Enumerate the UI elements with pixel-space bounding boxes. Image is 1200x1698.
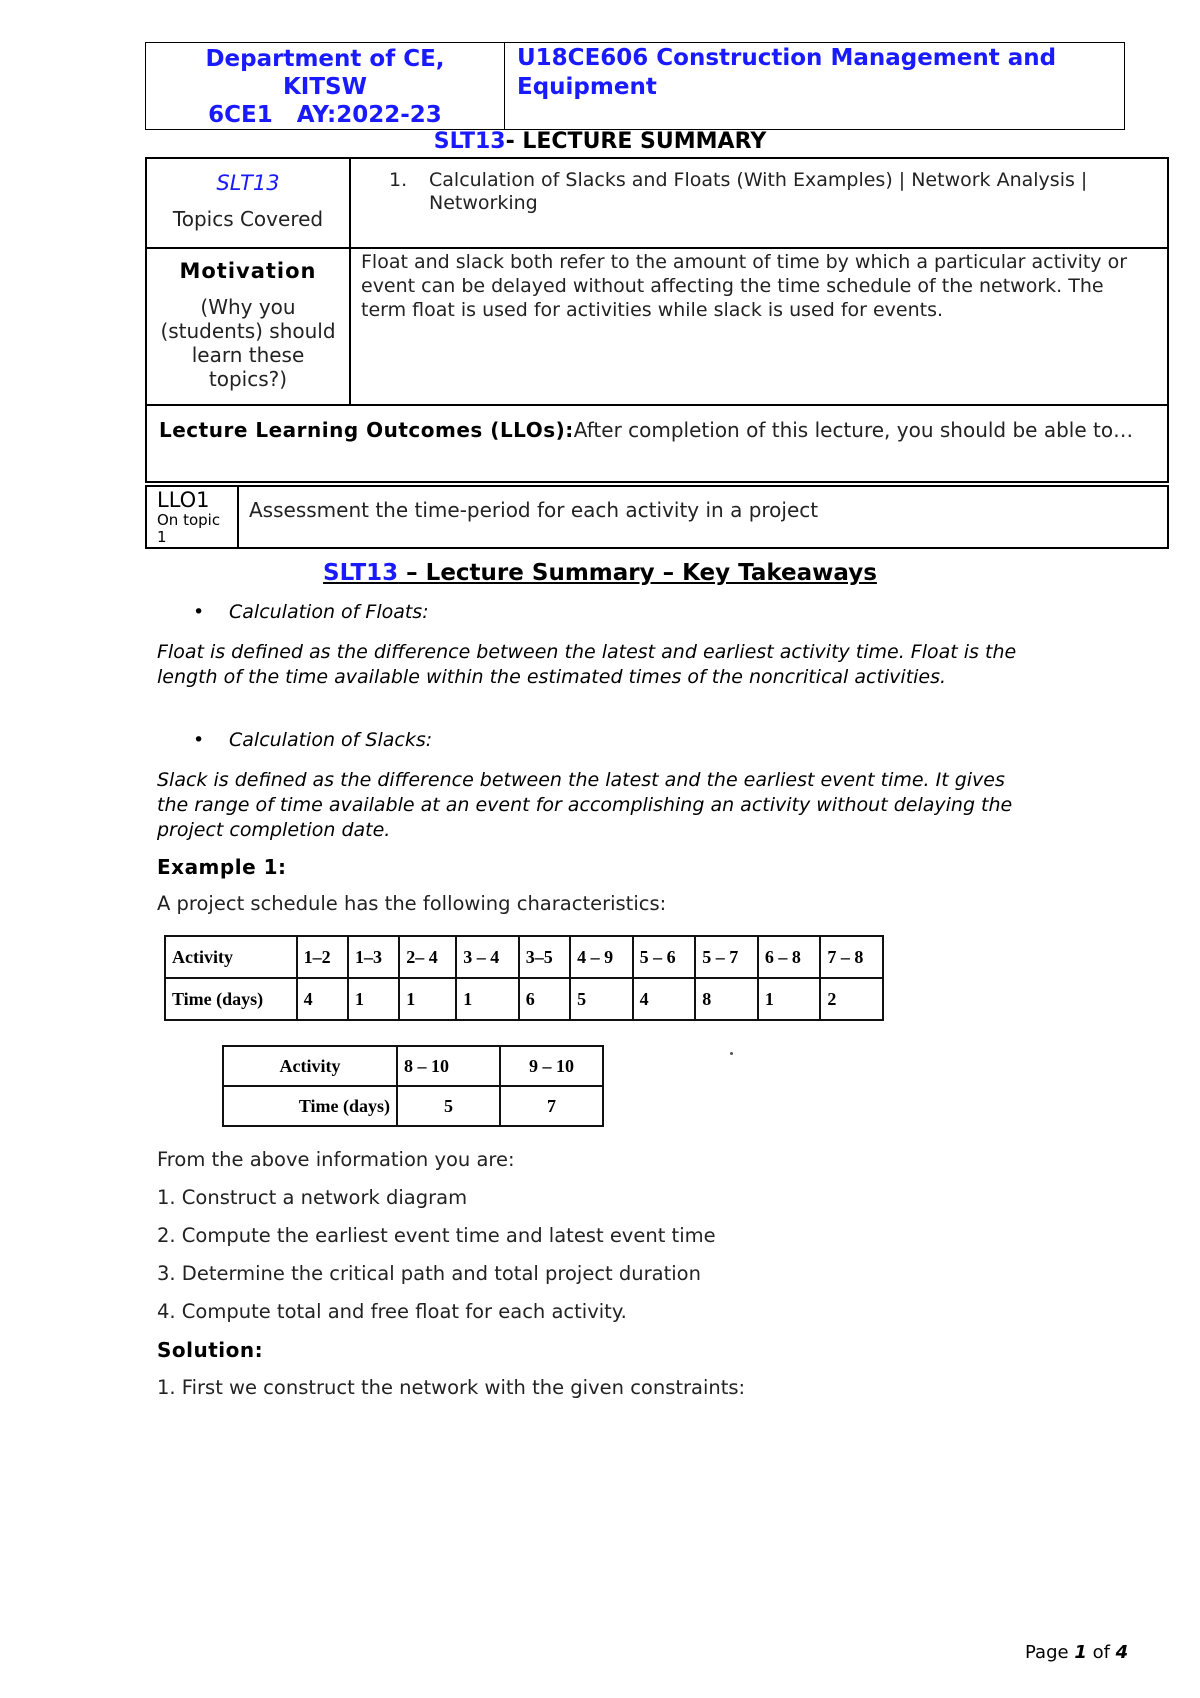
- summary-table: [145, 157, 1169, 483]
- table2-header-activity: Activity: [223, 1046, 397, 1086]
- table1-activity-cell: 3–5: [519, 936, 570, 978]
- table2-time-cell: 7: [500, 1086, 603, 1126]
- stray-dot: [730, 1052, 733, 1055]
- table1-activity-cell: 7 – 8: [820, 936, 883, 978]
- table1-activity-cell: 6 – 8: [758, 936, 821, 978]
- page-current: 1: [1074, 1642, 1087, 1663]
- bullet-floats: [193, 601, 429, 623]
- table1-time-cell: 2: [820, 978, 883, 1020]
- summary-code: SLT13: [433, 129, 506, 154]
- activity-table-1: [164, 935, 884, 1021]
- llo-text: Assessment the time-period for each activity in a project: [238, 486, 1168, 548]
- topic-item-number: 1.: [389, 169, 408, 191]
- table1-activity-cell: 2– 4: [399, 936, 456, 978]
- from-text: From the above information you are:: [157, 1148, 515, 1171]
- floats-definition: Float is defined as the difference between the latest and earliest activity time. Float is the length of the time available within the estimated times of the noncritical activities.: [157, 641, 1017, 688]
- slacks-definition: Slack is defined as the difference between the latest and the earliest event time. It gives the range of time available at an event for accomplishing an activity without delaying the project completion date.: [157, 769, 1013, 841]
- bullet-dot: •: [193, 601, 205, 623]
- table1-activity-cell: 4 – 9: [570, 936, 633, 978]
- llo-on-topic: On topic 1: [157, 511, 221, 546]
- table1-activity-cell: 1–2: [297, 936, 348, 978]
- example-intro: A project schedule has the following characteristics:: [157, 892, 667, 915]
- bullet-dot: •: [193, 729, 205, 751]
- table1-time-cell: 6: [519, 978, 570, 1020]
- summary-title-rest: - LECTURE SUMMARY: [505, 129, 767, 154]
- table1-time-cell: 4: [297, 978, 348, 1020]
- topic-item-text: Calculation of Slacks and Floats (With Examples) | Network Analysis | Networking: [429, 169, 1088, 214]
- header-table: [145, 42, 1125, 130]
- activity-table-2: [222, 1045, 604, 1127]
- solution-step-1: 1. First we construct the network with the given constraints:: [157, 1376, 746, 1399]
- course-title: U18CE606 Construction Management and Equipment: [517, 45, 1057, 100]
- llo-id: LLO1: [157, 488, 210, 512]
- page-footer: [1025, 1642, 1128, 1663]
- topics-label-cell: [146, 158, 350, 248]
- motivation-subtext: (Why you (students) should learn these topics?): [160, 295, 336, 391]
- table1-time-cell: 8: [695, 978, 758, 1020]
- takeaways-code: SLT13: [323, 560, 399, 586]
- page-label: Page: [1025, 1642, 1069, 1663]
- solution-title: Solution:: [157, 1338, 264, 1362]
- page-total: 4: [1115, 1642, 1129, 1663]
- llo-heading: Lecture Learning Outcomes (LLOs):: [159, 418, 574, 442]
- table1-activity-cell: 1–3: [348, 936, 399, 978]
- table1-header-activity: Activity: [165, 936, 297, 978]
- table1-time-cell: 1: [399, 978, 456, 1020]
- table1-activity-cell: 5 – 6: [633, 936, 696, 978]
- topics-label: Topics Covered: [172, 207, 324, 231]
- table2-header-time: Time (days): [223, 1086, 397, 1126]
- table1-time-cell: 5: [570, 978, 633, 1020]
- table1-activity-cell: 5 – 7: [695, 936, 758, 978]
- step-2: 2. Compute the earliest event time and latest event time: [157, 1224, 716, 1247]
- table2-activity-cell: 9 – 10: [500, 1046, 603, 1086]
- topics-code: SLT13: [216, 171, 280, 195]
- step-1: 1. Construct a network diagram: [157, 1186, 468, 1209]
- of-label: of: [1092, 1642, 1110, 1663]
- table1-header-time: Time (days): [165, 978, 297, 1020]
- table1-activity-cell: 3 – 4: [456, 936, 519, 978]
- table2-activity-cell: 8 – 10: [397, 1046, 500, 1086]
- motivation-label-cell: [146, 248, 350, 405]
- table1-time-cell: 4: [633, 978, 696, 1020]
- llo-heading-rest: After completion of this lecture, you should be able to…: [573, 418, 1134, 442]
- bullet-slacks: [193, 729, 432, 751]
- department-line2: KITSW: [282, 74, 367, 100]
- table1-time-cell: 1: [348, 978, 399, 1020]
- course-cell: [505, 43, 1125, 130]
- step-3: 3. Determine the critical path and total project duration: [157, 1262, 701, 1285]
- department-line3: 6CE1 AY:2022-23: [208, 102, 442, 128]
- bullet-floats-text: Calculation of Floats:: [229, 601, 429, 623]
- llo-table: [145, 485, 1169, 549]
- llo-heading-cell: [146, 405, 1168, 482]
- motivation-heading: Motivation: [179, 259, 317, 283]
- topics-content-cell: [350, 158, 1168, 248]
- llo-id-cell: [146, 486, 238, 548]
- department-cell: [146, 43, 505, 130]
- department-line1: Department of CE,: [205, 46, 445, 72]
- step-4: 4. Compute total and free float for each activity.: [157, 1300, 627, 1323]
- table1-time-cell: 1: [758, 978, 821, 1020]
- bullet-slacks-text: Calculation of Slacks:: [229, 729, 433, 751]
- motivation-body: Float and slack both refer to the amount of time by which a particular activity or event can be delayed without affecting the time schedule of the network. The term float is used for activities while slack is used for events.: [350, 248, 1168, 405]
- lecture-summary-title: [0, 129, 1200, 154]
- table2-time-cell: 5: [397, 1086, 500, 1126]
- takeaways-title: [0, 560, 1200, 586]
- example-title: Example 1:: [157, 855, 287, 879]
- takeaways-title-rest: – Lecture Summary – Key Takeaways: [398, 560, 877, 586]
- table1-time-cell: 1: [456, 978, 519, 1020]
